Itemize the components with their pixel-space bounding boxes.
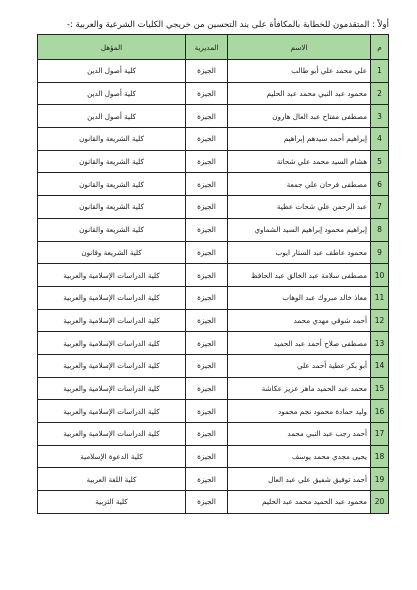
qualification: كلية الشريعة والقانون [38, 150, 186, 173]
directorate: الجيزة [186, 286, 228, 309]
header-directorate: المديرية [186, 35, 228, 60]
candidate-name: أبو بكر عطية أحمد علي [228, 354, 371, 377]
candidate-name: محمود عاطف عبد الستار ايوب [228, 241, 371, 264]
directorate: الجيزة [186, 354, 228, 377]
qualification: كلية الدراسات الإسلامية والعربية [38, 264, 186, 287]
row-number: 6 [371, 173, 389, 196]
table-row [38, 196, 389, 219]
table-row [38, 218, 389, 241]
row-number: 8 [371, 218, 389, 241]
row-number: 7 [371, 196, 389, 219]
qualification: كلية أصول الدين [38, 60, 186, 83]
table-row [38, 309, 389, 332]
candidate-name: إبراهيم أحمد سيدهم إبراهيم [228, 128, 371, 151]
candidate-name: إبراهيم محمود إبراهيم السيد الشماوي [228, 218, 371, 241]
table-row [38, 468, 389, 491]
row-number: 12 [371, 309, 389, 332]
candidate-name: مصطفى صلاح أحمد عبد الحميد [228, 332, 371, 355]
directorate: الجيزة [186, 173, 228, 196]
table-row [38, 105, 389, 128]
directorate: الجيزة [186, 468, 228, 491]
directorate: الجيزة [186, 309, 228, 332]
candidate-name: مصطفى مفتاح عبد العال هارون [228, 105, 371, 128]
directorate: الجيزة [186, 423, 228, 446]
row-number: 18 [371, 445, 389, 468]
candidate-name: عبد الرحمن علي شحات عطية [228, 196, 371, 219]
directorate: الجيزة [186, 82, 228, 105]
directorate: الجيزة [186, 264, 228, 287]
candidate-name: مصطفى فرحان علي جمعة [228, 173, 371, 196]
table-row [38, 445, 389, 468]
candidate-name: أحمد رجب عبد النبي محمد [228, 423, 371, 446]
header-qualification: المؤهل [38, 35, 186, 60]
candidate-name: محمد عبد الحميد ماهر عزيز عكاشة [228, 377, 371, 400]
directorate: الجيزة [186, 491, 228, 514]
row-number: 3 [371, 105, 389, 128]
row-number: 15 [371, 377, 389, 400]
row-number: 1 [371, 60, 389, 83]
section-heading: أولاً : المتقدمون للخطابة بالمكافأة على بند التحسين من خريجي الكليات الشرعية والعربية :- [66, 20, 389, 30]
candidate-name: أحمد توفيق شفيق علي عبد العال [228, 468, 371, 491]
table-row [38, 423, 389, 446]
qualification: كلية الشريعة والقانون [38, 196, 186, 219]
table-row [38, 241, 389, 264]
candidates-table [37, 34, 389, 514]
qualification: كلية الدعوة الإسلامية [38, 445, 186, 468]
row-number: 20 [371, 491, 389, 514]
candidate-name: محمود عبد الحميد محمد عبد الحليم [228, 491, 371, 514]
table-row [38, 82, 389, 105]
candidate-name: يحيى مجدي محمد يوسف [228, 445, 371, 468]
qualification: كلية الشريعة والقانون [38, 218, 186, 241]
table-row [38, 354, 389, 377]
header-name: الاسم [228, 35, 371, 60]
row-number: 10 [371, 264, 389, 287]
row-number: 11 [371, 286, 389, 309]
qualification: كلية التربية [38, 491, 186, 514]
directorate: الجيزة [186, 60, 228, 83]
row-number: 5 [371, 150, 389, 173]
qualification: كلية الدراسات الإسلامية والعربية [38, 309, 186, 332]
row-number: 14 [371, 354, 389, 377]
qualification: كلية اللغة العربية [38, 468, 186, 491]
table-row [38, 377, 389, 400]
directorate: الجيزة [186, 150, 228, 173]
table-row [38, 491, 389, 514]
table-row [38, 150, 389, 173]
directorate: الجيزة [186, 377, 228, 400]
row-number: 13 [371, 332, 389, 355]
row-number: 4 [371, 128, 389, 151]
row-number: 9 [371, 241, 389, 264]
directorate: الجيزة [186, 218, 228, 241]
qualification: كلية الدراسات الإسلامية والعربية [38, 354, 186, 377]
row-number: 16 [371, 400, 389, 423]
table-header-row [38, 35, 389, 60]
candidate-name: معاذ خالد مبروك عبد الوهاب [228, 286, 371, 309]
directorate: الجيزة [186, 400, 228, 423]
table-row [38, 332, 389, 355]
candidate-name: مصطفى سلامة عبد الخالق عبد الحافظ [228, 264, 371, 287]
table-row [38, 286, 389, 309]
qualification: كلية الدراسات الإسلامية والعربية [38, 400, 186, 423]
candidate-name: علي محمد علي أبو طالب [228, 60, 371, 83]
row-number: 17 [371, 423, 389, 446]
qualification: كلية الشريعة والقانون [38, 128, 186, 151]
directorate: الجيزة [186, 445, 228, 468]
header-number: م [371, 35, 389, 60]
qualification: كلية الدراسات الإسلامية والعربية [38, 286, 186, 309]
qualification: كلية أصول الدين [38, 82, 186, 105]
directorate: الجيزة [186, 105, 228, 128]
row-number: 19 [371, 468, 389, 491]
candidate-name: أحمد شوقي مهدي محمد [228, 309, 371, 332]
qualification: كلية الدراسات الإسلامية والعربية [38, 377, 186, 400]
candidate-name: وليد حمادة محمود نجم محمود [228, 400, 371, 423]
candidate-name: هشام السيد محمد علي شحاتة [228, 150, 371, 173]
candidate-name: محمود عبد النبي محمد عبد الحليم [228, 82, 371, 105]
table-row [38, 400, 389, 423]
directorate: الجيزة [186, 241, 228, 264]
qualification: كلية الدراسات الإسلامية والعربية [38, 332, 186, 355]
table-row [38, 173, 389, 196]
directorate: الجيزة [186, 196, 228, 219]
qualification: كلية الشريعة والقانون [38, 173, 186, 196]
directorate: الجيزة [186, 332, 228, 355]
table-row [38, 60, 389, 83]
table-row [38, 128, 389, 151]
table-row [38, 264, 389, 287]
qualification: كلية أصول الدين [38, 105, 186, 128]
qualification: كلية الدراسات الإسلامية والعربية [38, 423, 186, 446]
qualification: كلية الشريعة وقانون [38, 241, 186, 264]
directorate: الجيزة [186, 128, 228, 151]
row-number: 2 [371, 82, 389, 105]
